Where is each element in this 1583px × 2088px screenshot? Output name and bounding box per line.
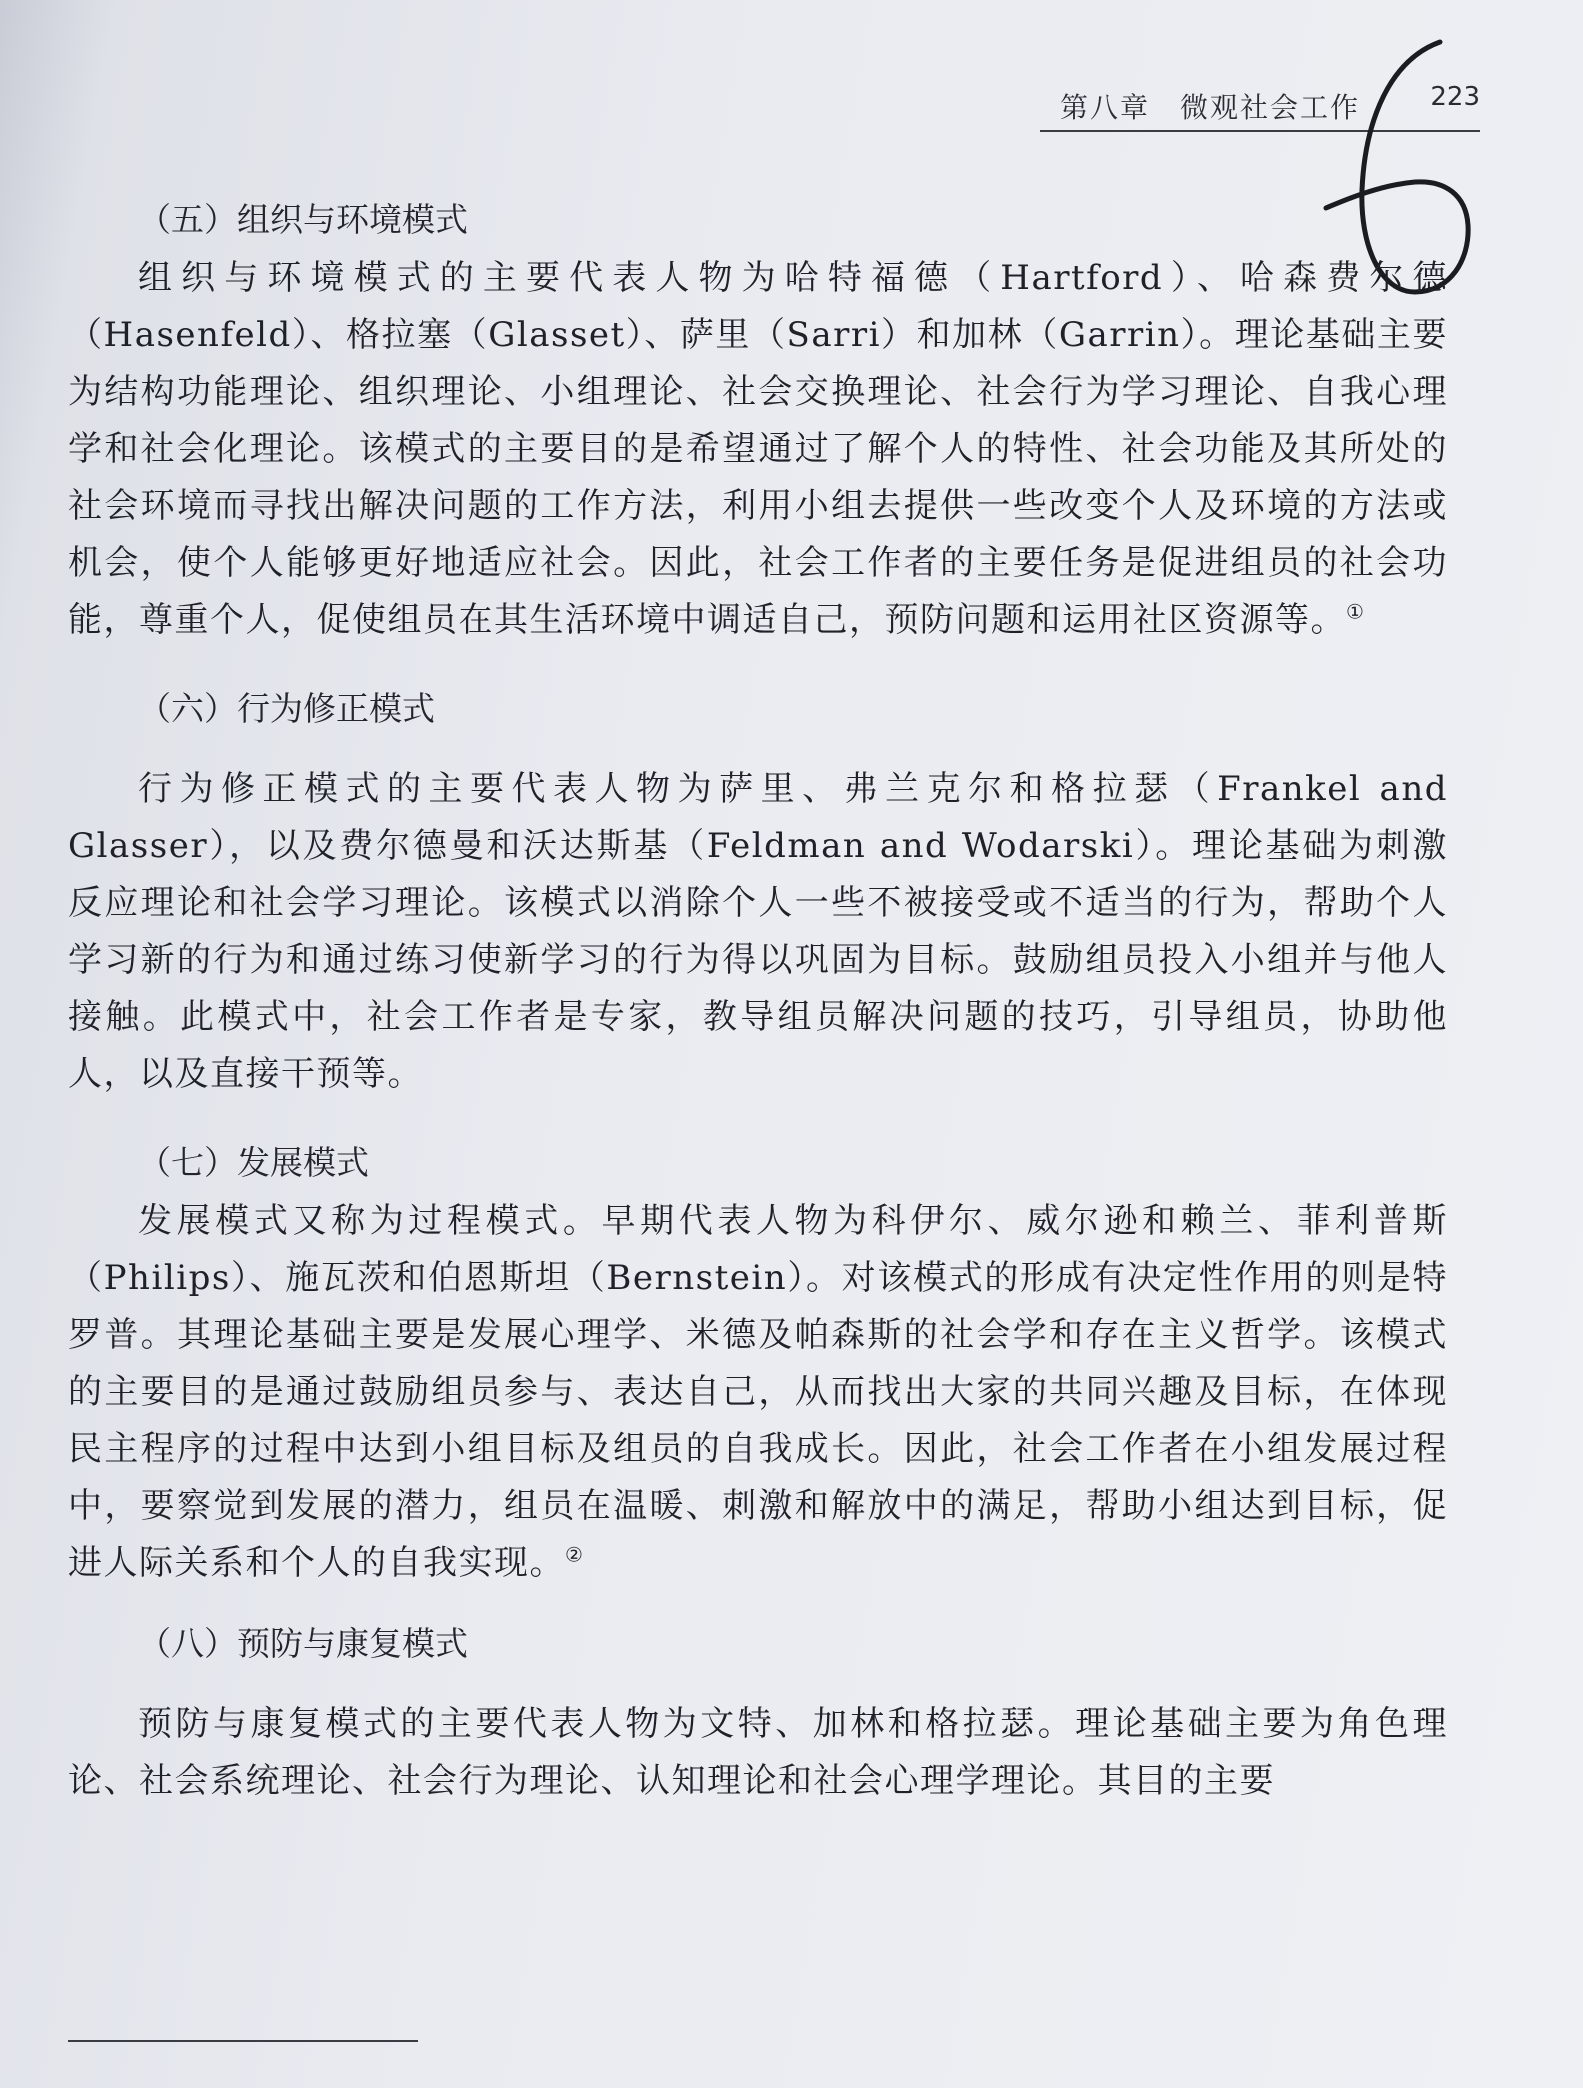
page-number: 223 <box>1430 82 1480 112</box>
chapter-title: 第八章 微观社会工作 <box>1060 91 1361 124</box>
paragraph: 行为修正模式的主要代表人物为萨里、弗兰克尔和格拉瑟（Frankel and Glasser），以及费尔德曼和沃达斯基（Feldman and Wodarski）。理论基础为刺激反应理论和社会学习理论。该模式以消除个人一些不被接受或不适当的行为，帮助个人学习新的行为和通过练习使新学习的行为得以巩固为目标。鼓励组员投入小组并与他人接触。此模式中，社会工作者是专家，教导组员解决问题的技巧，引导组员，协助他人，以及直接干预等。 <box>68 769 1448 1094</box>
paragraph-text: 组织与环境模式的主要代表人物为哈特福德（Hartford）、哈森费尔德（Hasenfeld）、格拉塞（Glasset）、萨里（Sarri）和加林（Garrin）。理论基础主要为结构功能理论、组织理论、小组理论、社会交换理论、社会行为学习理论、自我心理学和社会化理论。该模式的主要目的是希望通过了解个人的特性、社会功能及其所处的社会环境而寻找出解决问题的工作方法，利用小组去提供一些改变个人及环境的方法或机会，使个人能够更好地适应社会。因此，社会工作者的主要任务是促进组员的社会功能，尊重个人，促使组员在其生活环境中调适自己，预防问题和运用社区资源等。 <box>68 258 1448 640</box>
section-prevention-rehabilitation <box>68 1614 1448 1810</box>
section-organization-environment <box>68 190 1448 649</box>
paragraph <box>68 1193 1448 1592</box>
section-development <box>68 1133 1448 1592</box>
section-heading: （八）预防与康复模式 <box>138 1624 468 1663</box>
section-behavior-modification <box>68 679 1448 1103</box>
paragraph-text: 发展模式又称为过程模式。早期代表人物为科伊尔、威尔逊和赖兰、菲利普斯（Philips）、施瓦茨和伯恩斯坦（Bernstein）。对该模式的形成有决定性作用的则是特罗普。其理论基础主要是发展心理学、米德及帕森斯的社会学和存在主义哲学。该模式的主要目的是通过鼓励组员参与、表达自己，从而找出大家的共同兴趣及目标，在体现民主程序的过程中达到小组目标及组员的自我成长。因此，社会工作者在小组发展过程中，要察觉到发展的潜力，组员在温暖、刺激和解放中的满足，帮助小组达到目标，促进人际关系和个人的自我实现。 <box>68 1201 1448 1583</box>
footnote-ref[interactable]: ① <box>1346 599 1366 624</box>
paragraph <box>68 250 1448 649</box>
section-heading: （六）行为修正模式 <box>138 689 435 728</box>
section-heading: （五）组织与环境模式 <box>138 200 468 239</box>
footnote-rule <box>68 2040 418 2042</box>
page-body <box>68 190 1448 1810</box>
paragraph: 预防与康复模式的主要代表人物为文特、加林和格拉瑟。理论基础主要为角色理论、社会系统理论、社会行为理论、认知理论和社会心理学理论。其目的主要 <box>68 1704 1448 1801</box>
section-heading: （七）发展模式 <box>138 1143 369 1182</box>
footnote-ref[interactable]: ② <box>565 1542 585 1567</box>
